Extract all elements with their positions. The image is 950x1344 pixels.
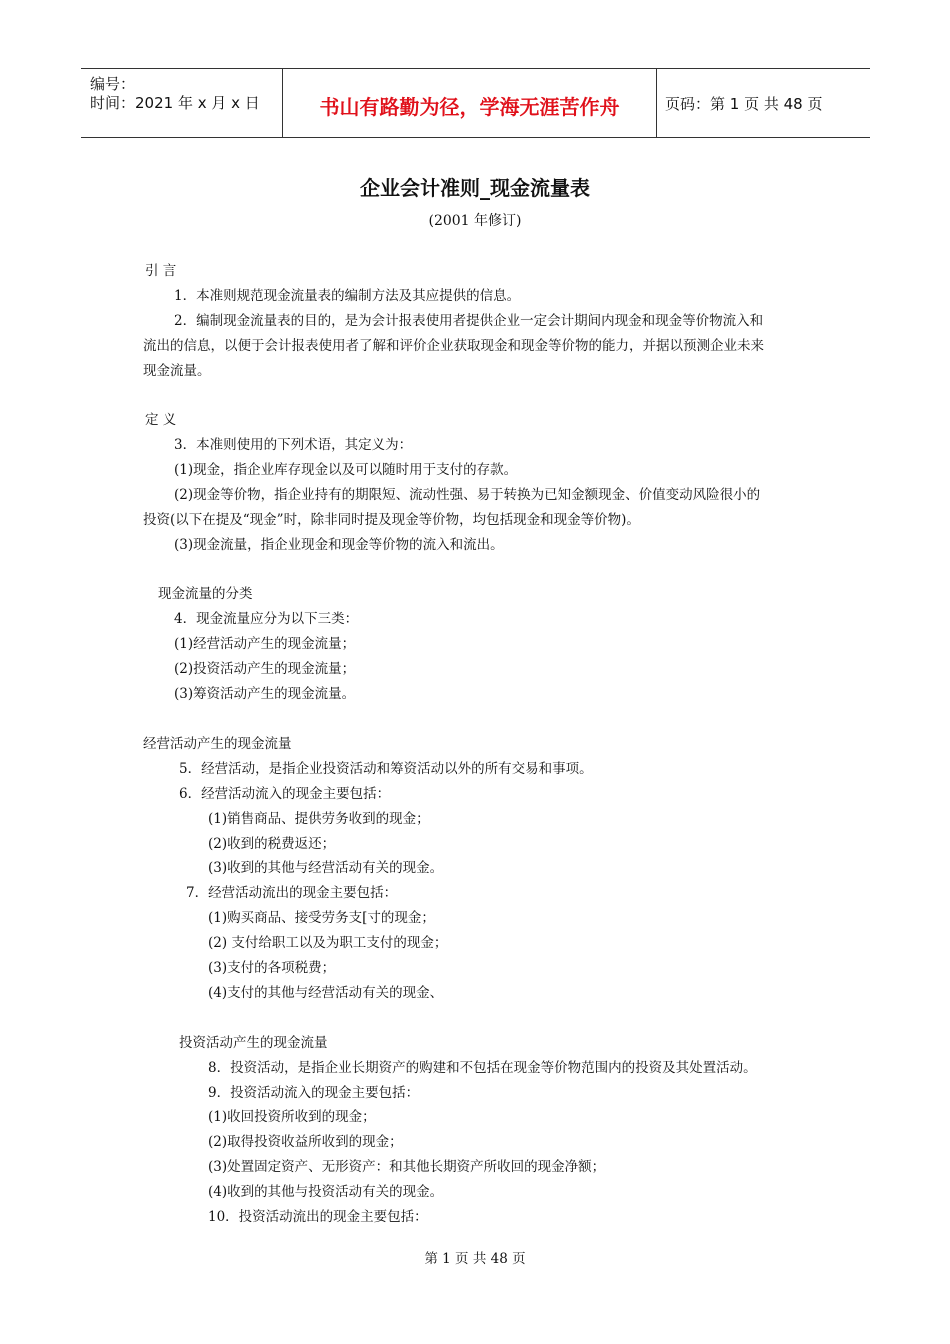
paragraph-line: 5．经营活动，是指企业投资活动和筹资活动以外的所有交易和事项。 [179, 761, 593, 777]
paragraph-line: (2) 支付给职工以及为职工支付的现金； [208, 935, 448, 951]
paragraph-line: (3)现金流量，指企业现金和现金等价物的流入和流出。 [174, 537, 504, 553]
document-number-label: 编号： [90, 75, 136, 93]
document-date-label: 时间：2021 年 x 月 x 日 [90, 94, 260, 112]
paragraph-line: (3)支付的各项税费； [208, 960, 336, 976]
section-heading-classification: 现金流量的分类 [158, 586, 253, 602]
header-motto: 书山有路勤为径，学海无涯苦作舟 [319, 95, 620, 119]
section-heading-operating: 经营活动产生的现金流量 [143, 736, 292, 752]
page-header [81, 68, 870, 138]
header-motto-cell [282, 69, 657, 137]
page-footer: 第 1 页 共 48 页 [424, 1251, 526, 1267]
paragraph-line: 投资(以下在提及“现金”时，除非同时提及现金等价物，均包括现金和现金等价物)。 [143, 512, 640, 528]
paragraph-line: 流出的信息，以便于会计报表使用者了解和评价企业获取现金和现金等价物的能力，并据以预测企业未来 [143, 338, 764, 354]
paragraph-line: (1)销售商品、提供劳务收到的现金； [208, 811, 430, 827]
paragraph-line: 现金流量。 [143, 363, 211, 379]
document-subtitle: (2001 年修订) [428, 213, 522, 229]
paragraph-line: 2．编制现金流量表的目的，是为会计报表使用者提供企业一定会计期间内现金和现金等价物流入和 [174, 313, 764, 329]
document-title: 企业会计准则_现金流量表 [360, 176, 590, 200]
paragraph-line: 1．本准则规范现金流量表的编制方法及其应提供的信息。 [174, 288, 521, 304]
paragraph-line: (3)处置固定资产、无形资产：和其他长期资产所收回的现金净额； [208, 1159, 606, 1175]
paragraph-line: (2)取得投资收益所收到的现金； [208, 1134, 403, 1150]
paragraph-line: 9．投资活动流入的现金主要包括： [208, 1085, 420, 1101]
paragraph-line: (1)收回投资所收到的现金； [208, 1109, 376, 1125]
paragraph-line: (4)收到的其他与投资活动有关的现金。 [208, 1184, 444, 1200]
paragraph-line: 3．本准则使用的下列术语，其定义为： [174, 437, 413, 453]
paragraph-line: (1)经营活动产生的现金流量； [174, 636, 356, 652]
paragraph-line: 7．经营活动流出的现金主要包括： [186, 885, 398, 901]
paragraph-line: (2)现金等价物，指企业持有的期限短、流动性强、易于转换为已知金额现金、价值变动风险很小的 [174, 487, 761, 503]
paragraph-line: 10．投资活动流出的现金主要包括： [208, 1209, 428, 1225]
section-heading-intro: 引 言 [145, 263, 177, 279]
paragraph-line: (3)筹资活动产生的现金流量。 [174, 686, 356, 702]
paragraph-line: 6．经营活动流入的现金主要包括： [179, 786, 391, 802]
paragraph-line: (1)现金，指企业库存现金以及可以随时用于支付的存款。 [174, 462, 518, 478]
paragraph-line: (4)支付的其他与经营活动有关的现金、 [208, 985, 444, 1001]
header-page-cell [656, 69, 870, 137]
header-page-code: 页码：第 1 页 共 48 页 [665, 95, 823, 113]
paragraph-line: (3)收到的其他与经营活动有关的现金。 [208, 860, 444, 876]
header-meta-cell [81, 69, 282, 137]
paragraph-line: (2)投资活动产生的现金流量； [174, 661, 356, 677]
section-heading-investing: 投资活动产生的现金流量 [179, 1035, 328, 1051]
paragraph-line: (1)购买商品、接受劳务支[寸的现金； [208, 910, 435, 926]
paragraph-line: 4．现金流量应分为以下三类： [174, 611, 359, 627]
section-heading-definitions: 定 义 [145, 412, 177, 428]
paragraph-line: (2)收到的税费返还； [208, 836, 336, 852]
paragraph-line: 8．投资活动，是指企业长期资产的购建和不包括在现金等价物范围内的投资及其处置活动。 [208, 1060, 757, 1076]
